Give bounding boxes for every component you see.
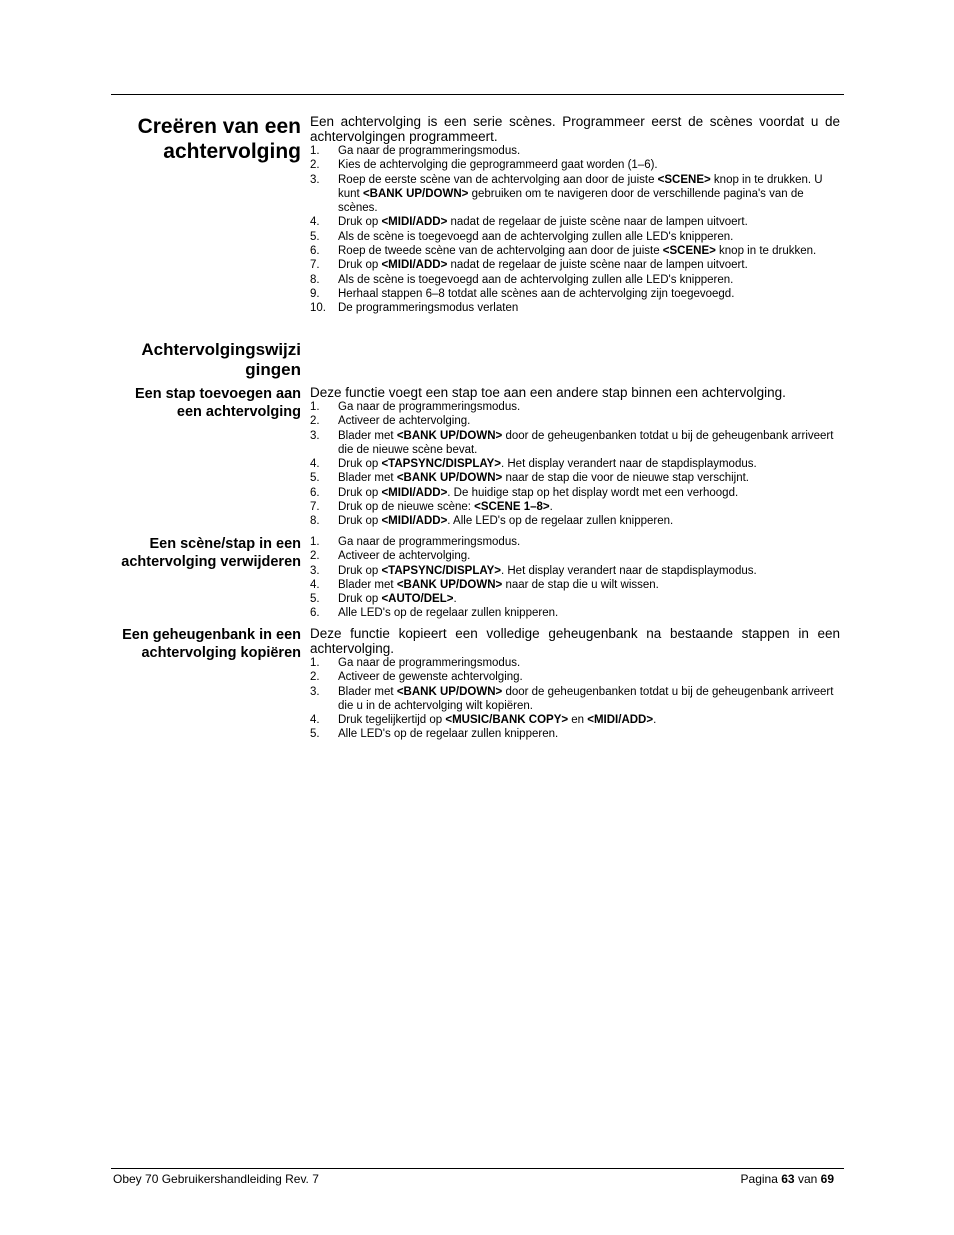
step-item — [310, 287, 840, 301]
intro-paragraph: Een achtervolging is een serie scènes. Programmeer eerst de scènes voordat u de achtervolgingen programmeert. — [310, 114, 840, 144]
key-name: <MIDI/ADD> — [381, 486, 448, 499]
step-text: Druk op — [338, 515, 382, 528]
steps-list — [310, 400, 840, 529]
step-number: 3. — [310, 685, 320, 698]
step-item — [310, 656, 840, 670]
step-number: 4. — [310, 216, 320, 229]
step-text: gebruiken om te navigeren door de verschillende pagina's van de scènes. — [338, 187, 804, 215]
step-text: De programmeringsmodus verlaten — [338, 302, 519, 315]
steps-list — [310, 535, 840, 621]
step-text: Blader met — [338, 578, 397, 591]
step-text: nadat de regelaar de juiste scène naar de lampen uitvoert. — [447, 216, 748, 229]
step-item — [310, 258, 840, 272]
step-text: Druk op — [338, 458, 382, 471]
page-separator: van — [797, 1172, 818, 1186]
step-number: 7. — [310, 501, 320, 514]
step-text: . Alle LED's op de regelaar zullen knipperen. — [447, 515, 674, 528]
page-number: 63 — [781, 1172, 795, 1186]
intro-paragraph: Deze functie voegt een stap toe aan een andere stap binnen een achtervolging. — [310, 385, 786, 400]
key-name: <MIDI/ADD> — [587, 714, 654, 727]
step-item — [310, 564, 840, 578]
step-text: knop in te drukken. — [715, 245, 817, 258]
step-number: 2. — [310, 671, 320, 684]
step-item — [310, 301, 840, 315]
step-text: Activeer de achtervolging. — [338, 415, 471, 428]
section-title-create-chase: Creëren van een achtervolging — [137, 115, 301, 163]
step-item — [310, 230, 840, 244]
step-text: Druk op — [338, 486, 382, 499]
key-name: <BANK UP/DOWN> — [396, 578, 503, 591]
step-text: Blader met — [338, 472, 397, 485]
step-number: 6. — [310, 607, 320, 620]
key-name: <MIDI/ADD> — [381, 216, 448, 229]
step-text: Druk op — [338, 216, 382, 229]
step-text: Roep de tweede scène van de achtervolging aan door de juiste — [338, 245, 663, 258]
step-number: 1. — [310, 536, 320, 548]
step-item — [310, 535, 840, 549]
step-text: . Het display verandert naar de stapdisplaymodus. — [500, 458, 757, 471]
key-name: <AUTO/DEL> — [381, 593, 454, 606]
step-text: . De huidige stap op het display wordt met een verhoogd. — [447, 486, 739, 499]
step-item — [310, 400, 840, 414]
key-name: <SCENE> — [662, 245, 716, 258]
step-text: . — [453, 593, 457, 606]
key-name: <MUSIC/BANK COPY> — [445, 714, 569, 727]
step-item — [310, 549, 840, 563]
step-text: Druk op — [338, 564, 382, 577]
step-number: 2. — [310, 415, 320, 428]
key-name: <BANK UP/DOWN> — [396, 472, 503, 485]
step-number: 1. — [310, 145, 320, 157]
step-text: Druk op — [338, 259, 382, 272]
footer-rule — [111, 1168, 844, 1169]
step-item — [310, 486, 840, 500]
step-item — [310, 158, 840, 172]
section-body-create-chase — [310, 114, 840, 316]
step-item — [310, 414, 840, 428]
step-text: Ga naar de programmeringsmodus. — [338, 536, 521, 548]
key-name: <BANK UP/DOWN> — [396, 429, 503, 442]
step-item — [310, 514, 840, 528]
step-item — [310, 144, 840, 158]
step-text: Ga naar de programmeringsmodus. — [338, 145, 521, 157]
page-total: 69 — [820, 1172, 834, 1186]
key-name: <SCENE 1–8> — [474, 501, 550, 514]
step-item — [310, 457, 840, 471]
step-text: naar de stap die voor de nieuwe stap verschijnt. — [502, 472, 750, 485]
step-number: 3. — [310, 429, 320, 442]
step-number: 8. — [310, 515, 320, 528]
step-item — [310, 429, 840, 458]
step-number: 8. — [310, 273, 320, 286]
footer-page-info — [741, 1172, 834, 1186]
step-text: Blader met — [338, 685, 397, 698]
step-text: Herhaal stappen 6–8 totdat alle scènes aan de achtervolging zijn toegevoegd. — [338, 287, 735, 300]
step-text: knop in te drukken. U kunt — [338, 173, 823, 200]
step-text: Als de scène is toegevoegd aan de achtervolging zullen alle LED's knipperen. — [338, 273, 734, 286]
key-name: <BANK UP/DOWN> — [362, 187, 469, 200]
step-text: Activeer de achtervolging. — [338, 550, 471, 563]
step-item — [310, 244, 840, 258]
step-text: Alle LED's op de regelaar zullen knipperen. — [338, 728, 559, 741]
step-text: Activeer de gewenste achtervolging. — [338, 671, 523, 684]
step-item — [310, 713, 840, 727]
step-number: 2. — [310, 159, 320, 172]
step-text: Roep de eerste scène van de achtervolging aan door de juiste — [338, 173, 658, 186]
step-number: 9. — [310, 287, 320, 300]
steps-list — [310, 656, 840, 742]
section-title-copy-bank: Een geheugenbank in een achtervolging kopiëren — [122, 627, 301, 661]
step-item — [310, 592, 840, 606]
step-number: 3. — [310, 173, 320, 186]
step-number: 1. — [310, 657, 320, 669]
step-text: Druk op — [338, 593, 382, 606]
step-text: Als de scène is toegevoegd aan de achtervolging zullen alle LED's knipperen. — [338, 230, 734, 243]
steps-list — [310, 144, 840, 316]
key-name: <BANK UP/DOWN> — [396, 685, 503, 698]
step-item — [310, 173, 840, 216]
step-text: Druk op de nieuwe scène: — [338, 501, 475, 514]
step-item — [310, 670, 840, 684]
step-number: 2. — [310, 550, 320, 563]
step-number: 1. — [310, 401, 320, 413]
step-number: 10. — [310, 302, 326, 315]
step-number: 5. — [310, 593, 320, 606]
step-text: . Het display verandert naar de stapdisplaymodus. — [500, 564, 757, 577]
step-text: Druk tegelijkertijd op — [338, 714, 446, 727]
step-text: . — [549, 501, 553, 514]
step-number: 4. — [310, 714, 320, 727]
step-number: 4. — [310, 578, 320, 591]
step-item — [310, 606, 840, 620]
header-rule — [111, 94, 844, 95]
step-number: 6. — [310, 486, 320, 499]
section-title-delete-step: Een scène/stap in een achtervolging verwijderen — [121, 536, 301, 570]
section-body-add-step — [310, 385, 840, 529]
key-name: <MIDI/ADD> — [381, 515, 448, 528]
section-title-add-step: Een stap toevoegen aan een achtervolging — [135, 386, 301, 420]
step-item — [310, 273, 840, 287]
step-item — [310, 727, 840, 741]
step-text: en — [568, 714, 588, 727]
step-text: door de geheugenbanken totdat u bij de geheugenbank arriveert die u in de achtervolging wilt kopiëren. — [338, 685, 834, 712]
footer-document-title: Obey 70 Gebruikershandleiding Rev. 7 — [113, 1172, 319, 1186]
step-number: 7. — [310, 259, 320, 272]
key-name: <SCENE> — [657, 173, 711, 186]
step-number: 6. — [310, 245, 320, 258]
step-number: 5. — [310, 230, 320, 243]
step-item — [310, 215, 840, 229]
section-body-delete-step — [310, 535, 840, 621]
section-title-chase-changes: Achtervolgingswijzi gingen — [141, 340, 301, 379]
step-text: Alle LED's op de regelaar zullen knipperen. — [338, 607, 559, 620]
step-item — [310, 500, 840, 514]
step-text: Ga naar de programmeringsmodus. — [338, 657, 521, 669]
key-name: <TAPSYNC/DISPLAY> — [381, 564, 501, 577]
step-item — [310, 471, 840, 485]
step-item — [310, 578, 840, 592]
step-text: door de geheugenbanken totdat u bij de geheugenbank arriveert die de nieuwe scène bevat. — [338, 429, 834, 456]
key-name: <TAPSYNC/DISPLAY> — [381, 458, 501, 471]
step-text: naar de stap die u wilt wissen. — [502, 578, 659, 591]
step-item — [310, 685, 840, 714]
step-number: 5. — [310, 728, 320, 741]
section-body-copy-bank — [310, 626, 840, 742]
step-text: Kies de achtervolging die geprogrammeerd gaat worden (1–6). — [338, 159, 658, 172]
step-number: 5. — [310, 472, 320, 485]
intro-paragraph: Deze functie kopieert een volledige geheugenbank na bestaande stappen in een achtervolging. — [310, 626, 840, 656]
page-prefix: Pagina — [740, 1172, 778, 1186]
step-text: . — [653, 714, 657, 727]
step-text: nadat de regelaar de juiste scène naar de lampen uitvoert. — [447, 259, 748, 272]
step-text: Ga naar de programmeringsmodus. — [338, 401, 521, 413]
key-name: <MIDI/ADD> — [381, 259, 448, 272]
step-number: 4. — [310, 458, 320, 471]
step-text: Blader met — [338, 429, 397, 442]
step-number: 3. — [310, 564, 320, 577]
